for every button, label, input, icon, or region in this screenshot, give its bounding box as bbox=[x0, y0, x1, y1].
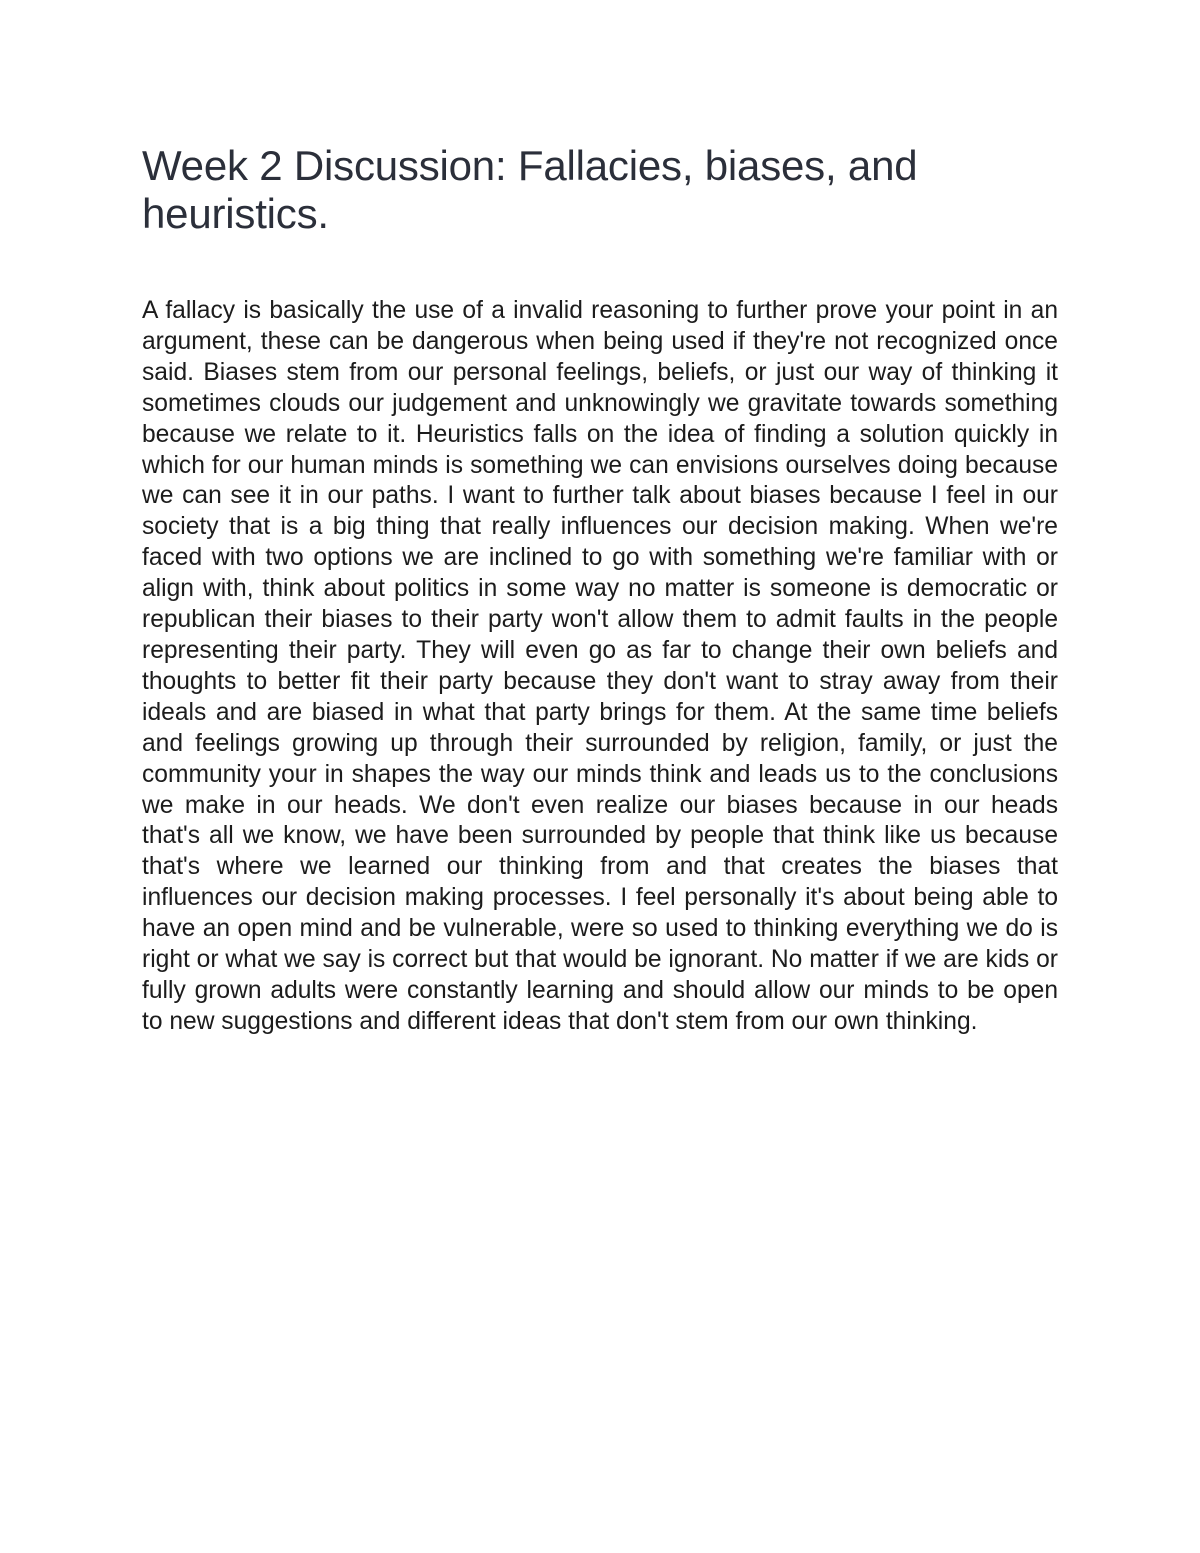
document-title: Week 2 Discussion: Fallacies, biases, and heuristics. bbox=[142, 142, 918, 237]
document-body-paragraph: A fallacy is basically the use of a invalid reasoning to further prove your point in an argument, these can be dangerous when being used if they're not recognized once said. Biases stem from our personal feelings, beliefs, or just our way of thinking it sometimes clouds our judgement and unknowingly we gravitate towards something because we relate to it. Heuristics falls on the idea of finding a solution quickly in which for our human minds is something we can envisions ourselves doing because we can see it in our paths. I want to further talk about biases because I feel in our society that is a big thing that really influences our decision making. When we're faced with two options we are inclined to go with something we're familiar with or align with, think about politics in some way no matter is someone is democratic or republican their biases to their party won't allow them to admit faults in the people representing their party. They will even go as far to change their own beliefs and thoughts to better fit their party because they don't want to stray away from their ideals and are biased in what that party brings for them. At the same time beliefs and feelings growing up through their surrounded by religion, family, or just the community your in shapes the way our minds think and leads us to the conclusions we make in our heads. We don't even realize our biases because in our heads that's all we know, we have been surrounded by people that think like us because that's where we learned our thinking from and that creates the biases that influences our decision making processes. I feel personally it's about being able to have an open mind and be vulnerable, were so used to thinking everything we do is right or what we say is correct but that would be ignorant. No matter if we are kids or fully grown adults were constantly learning and should allow our minds to be open to new suggestions and different ideas that don't stem from our own thinking. bbox=[142, 297, 1058, 1035]
